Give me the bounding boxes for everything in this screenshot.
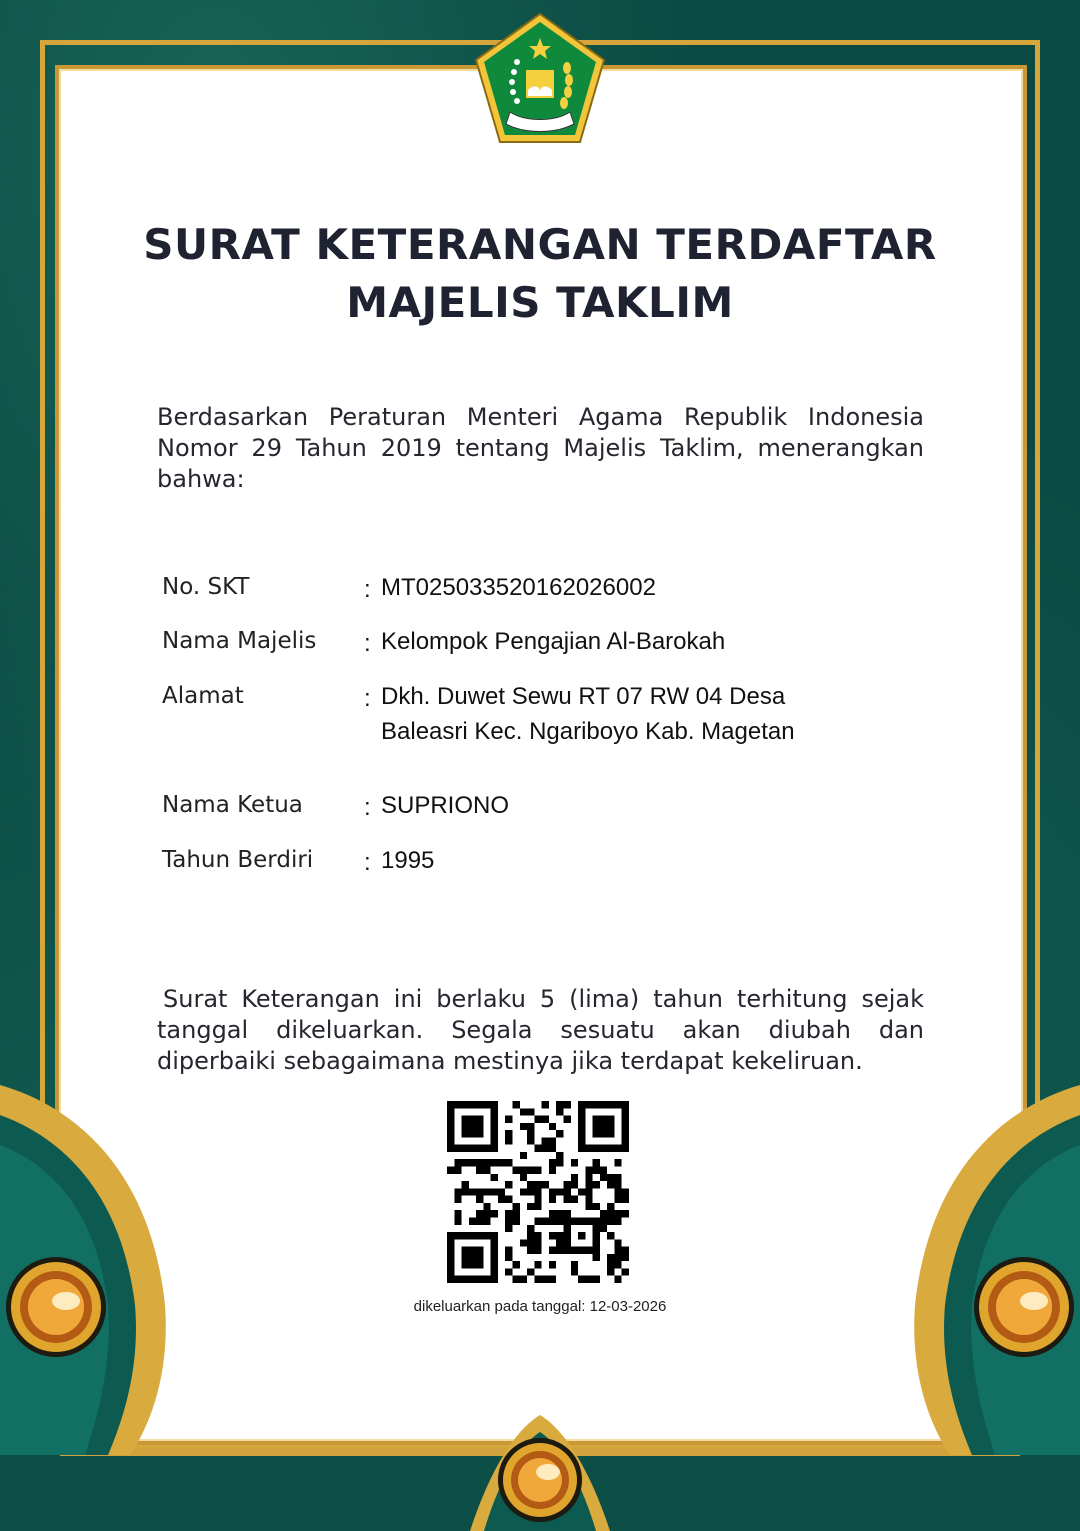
certificate-title bbox=[100, 216, 980, 332]
address-line-1: Dkh. Duwet Sewu RT 07 RW 04 Desa bbox=[381, 683, 786, 710]
field-label: Alamat bbox=[162, 683, 244, 709]
field-value: MT025033520162026002 bbox=[381, 574, 656, 601]
left-gold-orb-icon bbox=[4, 1255, 108, 1359]
intro-paragraph: Berdasarkan Peraturan Menteri Agama Republik Indonesia Nomor 29 Tahun 2019 tentang Majelis Taklim, menerangkan bahwa: bbox=[157, 403, 924, 493]
title-line-2: MAJELIS TAKLIM bbox=[346, 278, 734, 327]
field-label: Nama Ketua bbox=[162, 792, 303, 818]
right-gold-orb-icon bbox=[972, 1255, 1076, 1359]
kemenag-emblem-icon bbox=[470, 10, 610, 150]
issued-date: dikeluarkan pada tanggal: 12-03-2026 bbox=[413, 1298, 667, 1315]
address-line-2: Baleasri Kec. Ngariboyo Kab. Magetan bbox=[381, 718, 795, 745]
title-line-1: SURAT KETERANGAN TERDAFTAR bbox=[143, 220, 937, 269]
field-separator: : bbox=[364, 794, 371, 821]
bottom-center-ornament bbox=[470, 1410, 610, 1531]
field-separator: : bbox=[364, 630, 371, 657]
field-separator: : bbox=[364, 685, 371, 712]
field-value: SUPRIONO bbox=[381, 792, 510, 819]
validity-paragraph: Surat Keterangan ini berlaku 5 (lima) tahun terhitung sejak tanggal dikeluarkan. Segala sesuatu akan diubah dan diperbaiki sebagaimana mestinya jika terdapat kekeliruan. bbox=[157, 985, 924, 1075]
field-value: Kelompok Pengajian Al-Barokah bbox=[381, 628, 726, 655]
field-value: 1995 bbox=[381, 847, 435, 874]
field-label: Tahun Berdiri bbox=[162, 847, 314, 873]
field-separator: : bbox=[364, 576, 371, 603]
field-label: No. SKT bbox=[162, 574, 250, 600]
field-label: Nama Majelis bbox=[162, 628, 317, 654]
qr-code-icon bbox=[447, 1101, 629, 1283]
field-separator: : bbox=[364, 849, 371, 876]
field-value bbox=[381, 679, 851, 749]
